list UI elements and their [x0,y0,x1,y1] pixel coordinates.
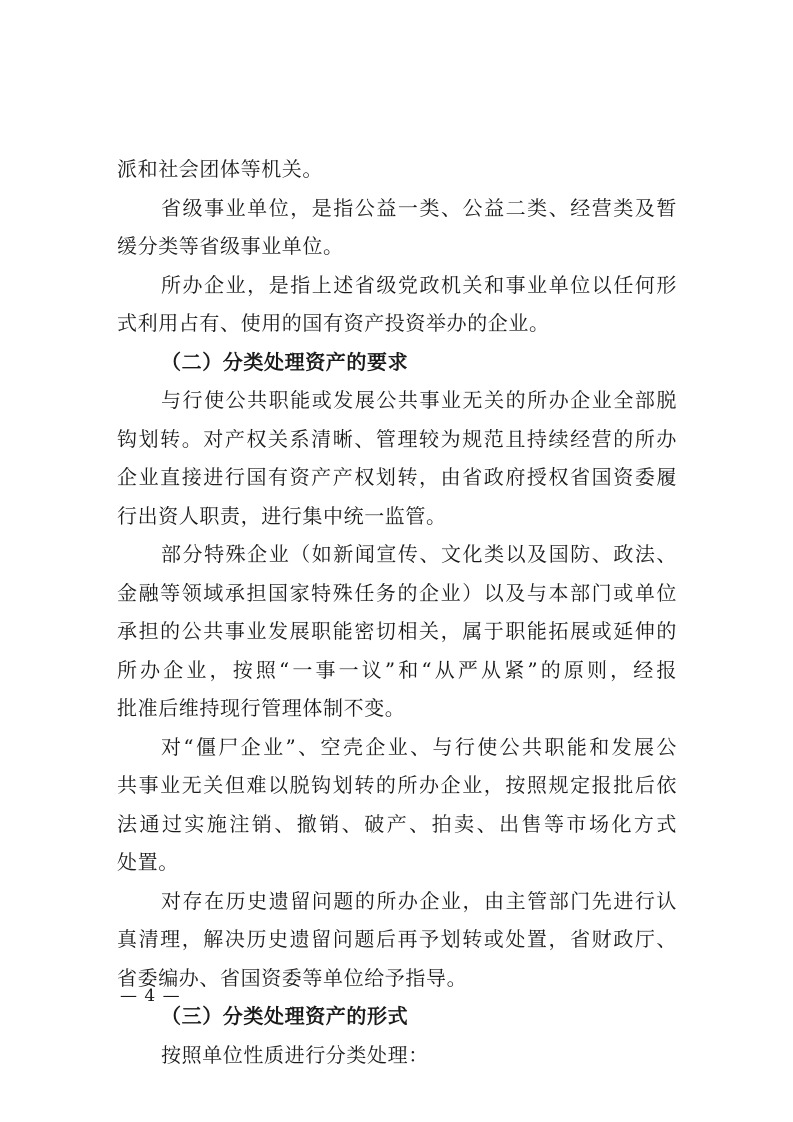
text-line: 所办企业，按照“一事一议”和“从严从紧”的原则，经报 [117,657,677,682]
text-line: 金融等领域承担国家特殊任务的企业）以及与本部门或单位 [117,580,677,605]
text-line: 按照单位性质进行分类处理： [161,1042,429,1067]
text-line: 缓分类等省级事业单位。 [117,234,344,258]
text-line: 式利用占有、使用的国有资产投资举办的企业。 [117,311,550,335]
text-line: 批准后维持现行管理体制不变。 [117,696,406,720]
text-line: 省委编办、省国资委等单位给予指导。 [117,965,468,990]
text-line: 法通过实施注销、撤销、破产、拍卖、出售等市场化方式 [117,811,677,836]
text-line: 处置。 [117,850,179,874]
text-line: 与行使公共职能或发展公共事业无关的所办企业全部脱 [161,388,677,412]
text-line: 部分特殊企业（如新闻宣传、文化类以及国防、政法、 [161,542,677,566]
section-heading: （三）分类处理资产的形式 [161,1004,409,1028]
body-text [117,150,677,1074]
text-line: 所办企业，是指上述省级党政机关和事业单位以任何形 [161,272,677,297]
text-line: 企业直接进行国有资产产权划转，由省政府授权省国资委履 [117,465,677,489]
section-heading: （二）分类处理资产的要求 [161,349,409,374]
text-line: 真清理，解决历史遗留问题后再予划转或处置，省财政厅、 [117,927,677,951]
text-line: 钩划转。对产权关系清晰、管理较为规范且持续经营的所办 [117,426,677,451]
text-line: 省级事业单位，是指公益一类、公益二类、经营类及暂 [161,195,677,220]
text-line: 派和社会团体等机关。 [117,157,323,181]
text-line: 行出资人职责，进行集中统一监管。 [117,503,447,528]
text-line: 承担的公共事业发展职能密切相关，属于职能拓展或延伸的 [117,619,677,643]
text-line: 对存在历史遗留问题的所办企业，由主管部门先进行认 [161,888,677,913]
text-line: 共事业无关但难以脱钩划转的所办企业，按照规定报批后依 [117,773,677,797]
page-number: — 4 — [120,986,181,1006]
text-line: 对“僵尸企业”、空壳企业、与行使公共职能和发展公 [161,734,677,759]
